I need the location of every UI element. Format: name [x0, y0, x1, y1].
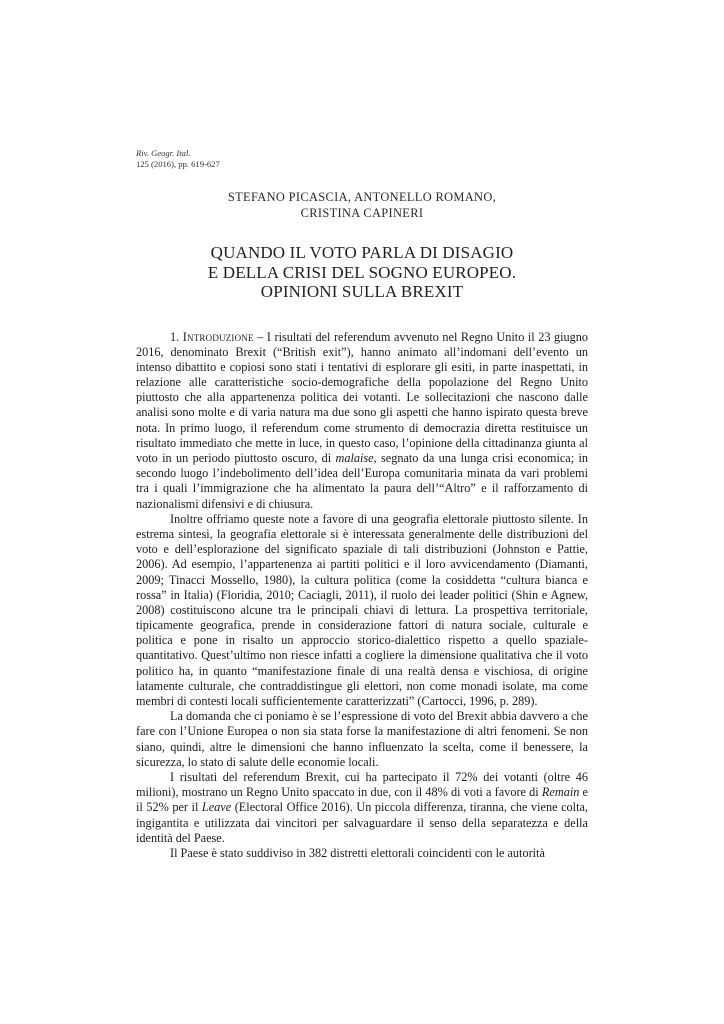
- article-body: [136, 330, 588, 862]
- authors-line-2: CRISTINA CAPINERI: [300, 205, 424, 220]
- title-line-3: OPINIONI SULLA BREXIT: [260, 282, 464, 301]
- paragraph-4-part-b: e il 52% per il: [136, 785, 588, 815]
- paragraph-3: La domanda che ci poniamo è se l’espressione di voto del Brexit abbia davvero a che fare con l’Unione Europea o non sia stata forse la manifestazione di altri fenomeni. Se non siano, quindi, altre le dimensioni che hanno influenzato la scelta, come il benessere, la sicurezza, lo stato di salute delle economie locali.: [136, 709, 588, 769]
- journal-volume-pages: 125 (2016), pp. 619-627: [136, 159, 220, 169]
- journal-abbreviation: Riv. Geogr. Ital.: [136, 148, 191, 158]
- journal-reference: [136, 148, 588, 170]
- paragraph-1-part-b: , segnato da una lunga crisi economica; in secondo luogo l’indebolimento dell’idea dell’Europa comunitaria minata da vari problemi tra i quali l’immigrazione che ha alimentato la paura dell’“Altro” e il rafforzamento di nazionalismi difensivi e di chiusura.: [136, 451, 588, 511]
- paragraph-1-italic-term: malaise: [335, 451, 374, 465]
- paragraph-4-part-c: (Electoral Office 2016). Un piccola differenza, tiranna, che viene colta, ingigantita e utilizzata dai vincitori per salvaguardare il senso della separatezza e della identità del Paese.: [136, 800, 588, 845]
- remain-term: Remain: [541, 785, 580, 800]
- paragraph-4: [136, 770, 588, 846]
- author-list: [136, 190, 588, 221]
- title-line-1: QUANDO IL VOTO PARLA DI DISAGIO: [210, 243, 514, 262]
- section-number: 1.: [170, 329, 180, 344]
- paragraph-1-part-a: – I risultati del referendum avvenuto nel Regno Unito il 23 giugno 2016, denominato Brexit (“British exit”), hanno animato all’indomani dell’evento un intenso dibattito e copiosi sono stati i tentativi di esplorare gli esiti, in parte inaspettati, in relazione alle caratteristiche socio-demografiche della popolazione del Regno Unito piuttosto che alla appartenenza politica dei votanti. Le sollecitazioni che nascono dalle analisi sono molte e di varia natura ma due sono gli aspetti che hanno ispirato questa breve nota. In primo luogo, il referendum come strumento di democrazia diretta restituisce un risultato immediato che mette in luce, in questo caso, l’opinione della cittadinanza giunta al voto in un periodo piuttosto oscuro, di: [136, 329, 589, 465]
- article-page: [136, 148, 588, 861]
- article-title: [136, 243, 588, 302]
- section-heading: Introduzione: [182, 329, 254, 344]
- leave-term: Leave: [201, 800, 232, 815]
- paragraph-4-part-a: I risultati del referendum Brexit, cui ha partecipato il 72% dei votanti (oltre 46 milioni), mostrano un Regno Unito spaccato in due, con il 48% di voti a favore di: [136, 769, 588, 800]
- paragraph-2: Inoltre offriamo queste note a favore di una geografia elettorale piuttosto silente. In estrema sintesi, la geografia elettorale si è interessata generalmente delle distribuzioni del voto e dell’esplorazione del significato spaziale di tali distribuzioni (Johnston e Pattie, 2006). Ad esempio, l’appartenenza ai partiti politici e il loro avvicendamento (Diamanti, 2009; Tinacci Mossello, 1980), la cultura politica (come la cosiddetta “cultura bianca e rossa” in Italia) (Floridia, 2010; Caciagli, 2011), il ruolo dei leader politici (Shin e Agnew, 2008) costituiscono alcune tra le principali chiavi di lettura. La prospettiva territoriale, tipicamente geografica, prende in considerazione fattori di natura sociale, culturale e politica e pone in risalto un approccio storico-dialettico rispetto a quello spaziale-quantitativo. Quest’ultimo non riesce infatti a cogliere la dimensione qualitativa che il voto politico ha, in quanto “manifestazione finale di una realtà densa e vischiosa, di origine latamente culturale, che contraddistingue gli elettori, non come monadi isolate, ma come membri di contesti locali sufficientemente caratterizzati” (Cartocci, 1996, p. 289).: [136, 511, 588, 708]
- title-line-2: E DELLA CRISI DEL SOGNO EUROPEO.: [207, 262, 517, 282]
- paragraph-5: Il Paese è stato suddiviso in 382 distretti elettorali coincidenti con le autorità: [170, 845, 545, 860]
- authors-line-1: STEFANO PICASCIA, ANTONELLO ROMANO,: [227, 190, 497, 204]
- paragraph-1: [136, 330, 588, 512]
